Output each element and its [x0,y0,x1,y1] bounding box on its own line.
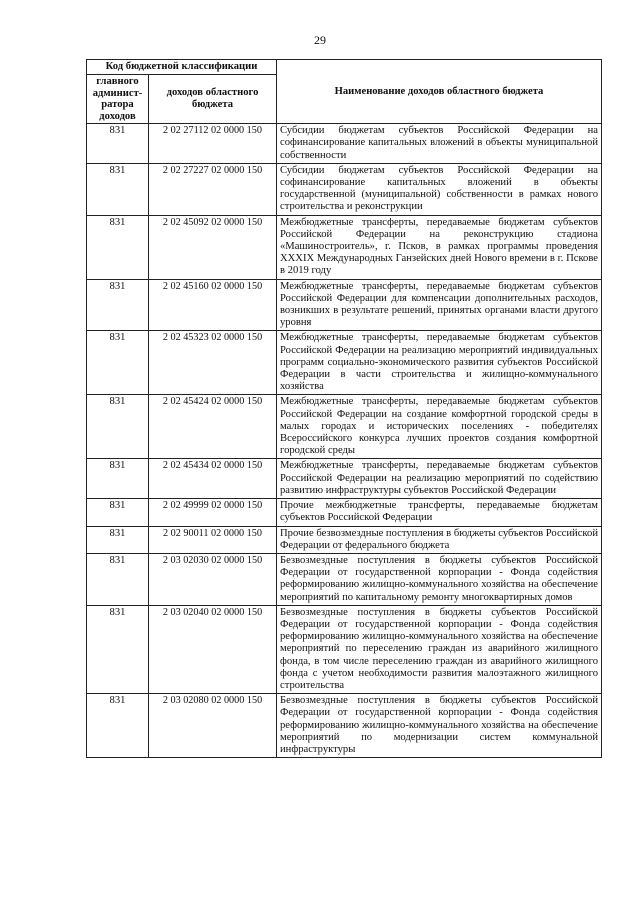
table-row [87,499,602,526]
admin-code-cell: 831 [87,499,149,526]
admin-code-cell: 831 [87,163,149,215]
header-income-name: Наименование доходов областного бюджета [277,60,602,124]
income-code-cell: 2 02 45323 02 0000 150 [149,331,277,395]
income-code-cell: 2 02 27112 02 0000 150 [149,124,277,164]
income-name-cell: Безвозмездные поступления в бюджеты субъектов Российской Федерации от государственной корпорации - Фонда содействия реформированию жилищно-коммунального хозяйства на обеспечение мероприятий по переселению граждан из аварийного жилищного фонда, в том числе переселению граждан из аварийного жилищного фонда с учетом необходимости развития малоэтажного жилищного строительства [277,605,602,693]
table-row [87,395,602,459]
table-row [87,553,602,605]
income-name-cell: Безвозмездные поступления в бюджеты субъектов Российской Федерации от государственной корпорации - Фонда содействия реформированию жилищно-коммунального хозяйства на обеспечение мероприятий по модернизации систем коммунальной инфраструктуры [277,694,602,758]
income-name-cell: Межбюджетные трансферты, передаваемые бюджетам субъектов Российской Федерации на создание комфортной городской среды в малых городах и исторических поселениях - победителях Всероссийского конкурса лучших проектов создания комфортной городской среды [277,395,602,459]
income-name-cell: Субсидии бюджетам субъектов Российской Федерации на софинансирование капитальных вложений в объекты муниципальной собственности [277,124,602,164]
table-body [87,124,602,758]
table-row [87,163,602,215]
income-name-cell: Межбюджетные трансферты, передаваемые бюджетам субъектов Российской Федерации на реализацию мероприятий индивидуальных программ социально-экономического развития субъектов Российской Федерации в части строительства и жилищно-коммунального хозяйства [277,331,602,395]
page-number: 29 [314,33,326,47]
income-code-cell: 2 02 49999 02 0000 150 [149,499,277,526]
income-code-cell: 2 03 02040 02 0000 150 [149,605,277,693]
admin-code-cell: 831 [87,279,149,331]
income-code-cell: 2 02 90011 02 0000 150 [149,526,277,553]
budget-classification-table [86,59,602,758]
income-name-cell: Межбюджетные трансферты, передаваемые бюджетам субъектов Российской Федерации для компенсации дополнительных расходов, возникших в результате решений, принятых органами власти другого уровня [277,279,602,331]
table-row [87,459,602,499]
admin-code-cell: 831 [87,459,149,499]
table-row [87,605,602,693]
admin-code-cell: 831 [87,526,149,553]
income-name-cell: Межбюджетные трансферты, передаваемые бюджетам субъектов Российской Федерации на реализацию мероприятий по содействию развитию инфраструктуры субъектов Российской Федерации [277,459,602,499]
income-code-cell: 2 02 27227 02 0000 150 [149,163,277,215]
income-name-cell: Субсидии бюджетам субъектов Российской Федерации на софинансирование капитальных вложений в объекты государственной (муниципальной) собственности в рамках нового строительства и реконструкции [277,163,602,215]
table-row [87,124,602,164]
header-main-administrator: главного админист-ратора доходов [87,75,149,124]
income-code-cell: 2 02 45434 02 0000 150 [149,459,277,499]
table-row [87,526,602,553]
table-row [87,331,602,395]
income-code-cell: 2 03 02030 02 0000 150 [149,553,277,605]
admin-code-cell: 831 [87,605,149,693]
admin-code-cell: 831 [87,215,149,279]
admin-code-cell: 831 [87,553,149,605]
income-code-cell: 2 02 45424 02 0000 150 [149,395,277,459]
admin-code-cell: 831 [87,331,149,395]
income-name-cell: Прочие безвозмездные поступления в бюджеты субъектов Российской Федерации от федерального бюджета [277,526,602,553]
income-code-cell: 2 02 45160 02 0000 150 [149,279,277,331]
income-code-cell: 2 03 02080 02 0000 150 [149,694,277,758]
admin-code-cell: 831 [87,694,149,758]
admin-code-cell: 831 [87,395,149,459]
income-name-cell: Прочие межбюджетные трансферты, передаваемые бюджетам субъектов Российской Федерации [277,499,602,526]
header-regional-income: доходов областного бюджета [149,75,277,124]
income-name-cell: Межбюджетные трансферты, передаваемые бюджетам субъектов Российской Федерации на реконструкцию стадиона «Машиностроитель», г. Псков, в рамках программы проведения XXXIX Международных Ганзейских дней Нового времени в г. Пскове в 2019 году [277,215,602,279]
table-row [87,215,602,279]
income-code-cell: 2 02 45092 02 0000 150 [149,215,277,279]
income-name-cell: Безвозмездные поступления в бюджеты субъектов Российской Федерации от государственной корпорации - Фонда содействия реформированию жилищно-коммунального хозяйства на обеспечение мероприятий по капитальному ремонту многоквартирных домов [277,553,602,605]
table-row [87,694,602,758]
header-classification-code: Код бюджетной классификации [87,60,277,75]
admin-code-cell: 831 [87,124,149,164]
table-row [87,279,602,331]
